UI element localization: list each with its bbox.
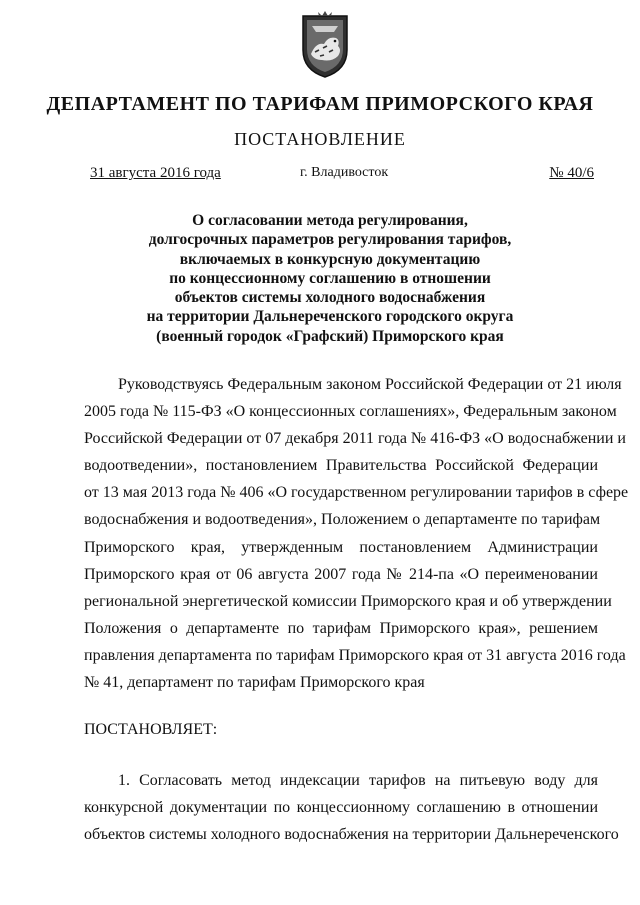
document-date: 31 августа 2016 года <box>90 165 221 181</box>
subject-line: О согласовании метода регулирования, <box>192 212 468 229</box>
coat-of-arms-icon <box>298 10 352 80</box>
subject-line: объектов системы холодного водоснабжения <box>174 289 486 307</box>
resolve-heading: ПОСТАНОВЛЯЕТ: <box>84 721 218 738</box>
subject-line: включаемых в конкурсную документацию <box>179 250 481 268</box>
preamble-line: от 13 мая 2013 года № 406 «О государственном регулировании тарифов в сфере <box>84 484 629 502</box>
preamble-line: правления департамента по тарифам Приморского края от 31 августа 2016 года <box>84 646 626 664</box>
subject-line: по концессионному соглашению в отношении <box>169 269 491 287</box>
preamble-line: Российской Федерации от 07 декабря 2011 года № 416-ФЗ «О водоснабжении и <box>84 430 626 448</box>
document-type: ПОСТАНОВЛЕНИЕ <box>234 129 406 149</box>
subject-line: (военный городок «Графский) Приморского края <box>156 327 504 345</box>
document-city: г. Владивосток <box>300 165 389 180</box>
preamble-line: № 41, департамент по тарифам Приморского края <box>84 674 425 692</box>
preamble-line: Приморского края от 06 августа 2007 года № 214-па «О переименовании <box>84 565 598 583</box>
document-number: № 40/6 <box>549 165 594 181</box>
preamble-line: водоснабжения и водоотведения», Положением о департаменте по тарифам <box>84 511 601 529</box>
subject-line: долгосрочных параметров регулирования тарифов, <box>148 231 512 249</box>
preamble-line: водоотведении», постановлением Правительства Российской Федерации <box>84 457 598 475</box>
preamble-line: Положения о департаменте по тарифам Приморского края», решением <box>84 619 598 637</box>
preamble-line: региональной энергетической комиссии Приморского края и об утверждении <box>84 592 612 610</box>
preamble-line: Руководствуясь Федеральным законом Российской Федерации от 21 июля <box>118 376 622 393</box>
item-line: 1. Согласовать метод индексации тарифов на питьевую воду для <box>118 772 598 789</box>
department-title: ДЕПАРТАМЕНТ ПО ТАРИФАМ ПРИМОРСКОГО КРАЯ <box>46 93 594 115</box>
resolution-item-1 <box>84 767 619 848</box>
subject-line: на территории Дальнереченского городского округа <box>146 308 514 326</box>
document-subject <box>80 211 580 346</box>
preamble-line: Приморского края, утвержденным постановлением Администрации <box>84 538 598 556</box>
item-line: конкурсной документации по концессионному соглашению в отношении <box>84 799 598 817</box>
preamble-line: 2005 года № 115-ФЗ «О концессионных соглашениях», Федеральным законом <box>84 403 617 421</box>
item-line: объектов системы холодного водоснабжения на территории Дальнереченского <box>84 826 619 844</box>
preamble-paragraph <box>84 371 629 696</box>
